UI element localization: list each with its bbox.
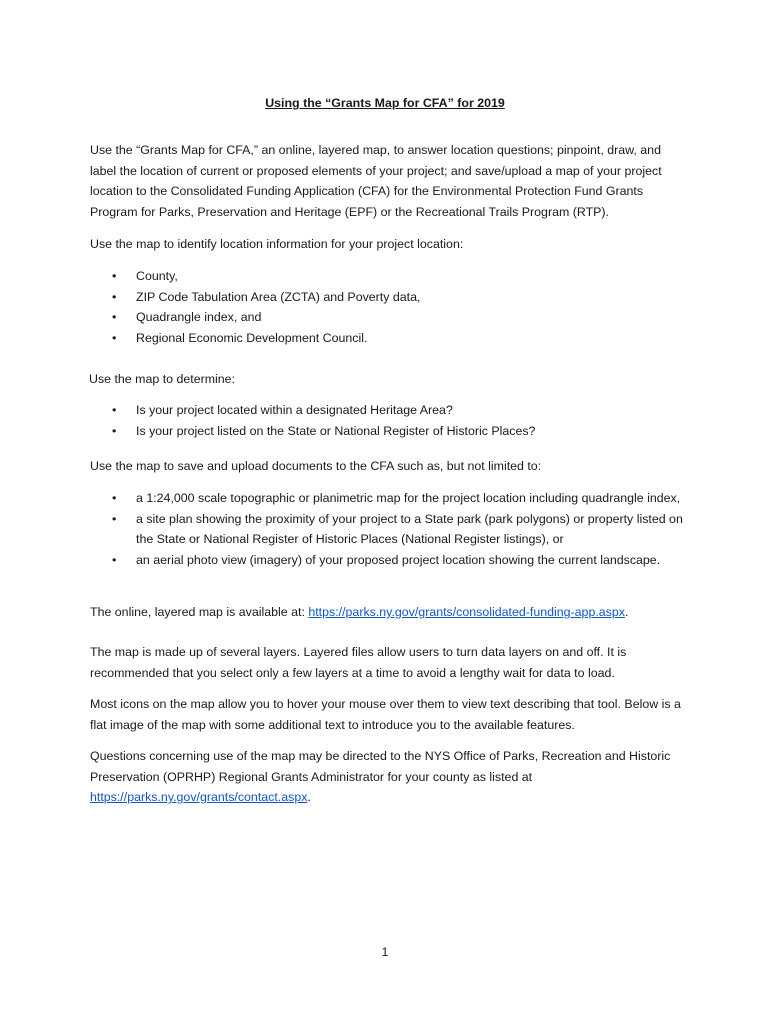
list-item: • a 1:24,000 scale topographic or planimetric map for the project location including quadrangle index, [112,488,692,509]
list-item: • Is your project listed on the State or National Register of Historic Places? [112,421,692,442]
intro-paragraph: Use the “Grants Map for CFA,” an online, layered map, to answer location questions; pinpoint, draw, and label the location of current or proposed elements of your project; and save/upload a map of your project location to the Consolidated Funding Application (CFA) for the Environmental Protection Fund Grants Program for Parks, Preservation and Heritage (EPF) or the Recreational Trails Program (RTP). [90,143,662,219]
bullet-icon: • [112,310,117,324]
list-item: • an aerial photo view (imagery) of your proposed project location showing the current landscape. [112,550,692,571]
document-title: Using the “Grants Map for CFA” for 2019 [265,96,505,110]
list-item: • Quadrangle index, and [112,307,692,328]
list-item: • Is your project located within a designated Heritage Area? [112,400,692,421]
layers-paragraph: The map is made up of several layers. Layered files allow users to turn data layers on and off. It is recommended that you select only a few layers at a time to avoid a lengthy wait for data to load. [90,645,627,680]
upload-lead: Use the map to save and upload documents to the CFA such as, but not limited to: [90,459,542,473]
identify-lead: Use the map to identify location information for your project location: [90,237,464,251]
bullet-icon: • [112,289,117,304]
list-item: • Regional Economic Development Council. [112,328,692,349]
bullet-icon: • [112,330,117,345]
determine-lead: Use the map to determine: [89,372,236,386]
bullet-icon: • [112,269,117,283]
determine-list [112,400,692,441]
grants-map-link[interactable]: https://parks.ny.gov/grants/consolidated-funding-app.aspx [308,605,625,619]
list-item: • ZIP Code Tabulation Area (ZCTA) and Poverty data, [112,287,692,308]
questions-paragraph: Questions concerning use of the map may be directed to the NYS Office of Parks, Recreation and Historic Preservation (OPRHP) Regional Grants Administrator for your county as listed at https://parks.ny.gov/grants/contact.aspx. [90,749,671,804]
list-item: • County, [112,266,692,287]
page-number: 1 [381,945,389,959]
list-item: • a site plan showing the proximity of your project to a State park (park polygons) or property listed on the State or National Register of Historic Places (National Register listings), or [112,509,692,550]
online-paragraph: The online, layered map is available at: https://parks.ny.gov/grants/consolidated-funding-app.aspx. [90,605,629,619]
bullet-icon: • [112,403,117,417]
icons-paragraph: Most icons on the map allow you to hover your mouse over them to view text describing that tool. Below is a flat image of the map with some additional text to introduce you to the available features. [90,697,681,732]
identify-list [112,266,692,348]
upload-list [112,488,692,570]
bullet-icon: • [112,423,117,438]
bullet-icon: • [112,511,117,526]
bullet-icon: • [112,491,117,505]
contact-link[interactable]: https://parks.ny.gov/grants/contact.aspx [90,790,308,804]
bullet-icon: • [112,552,117,567]
